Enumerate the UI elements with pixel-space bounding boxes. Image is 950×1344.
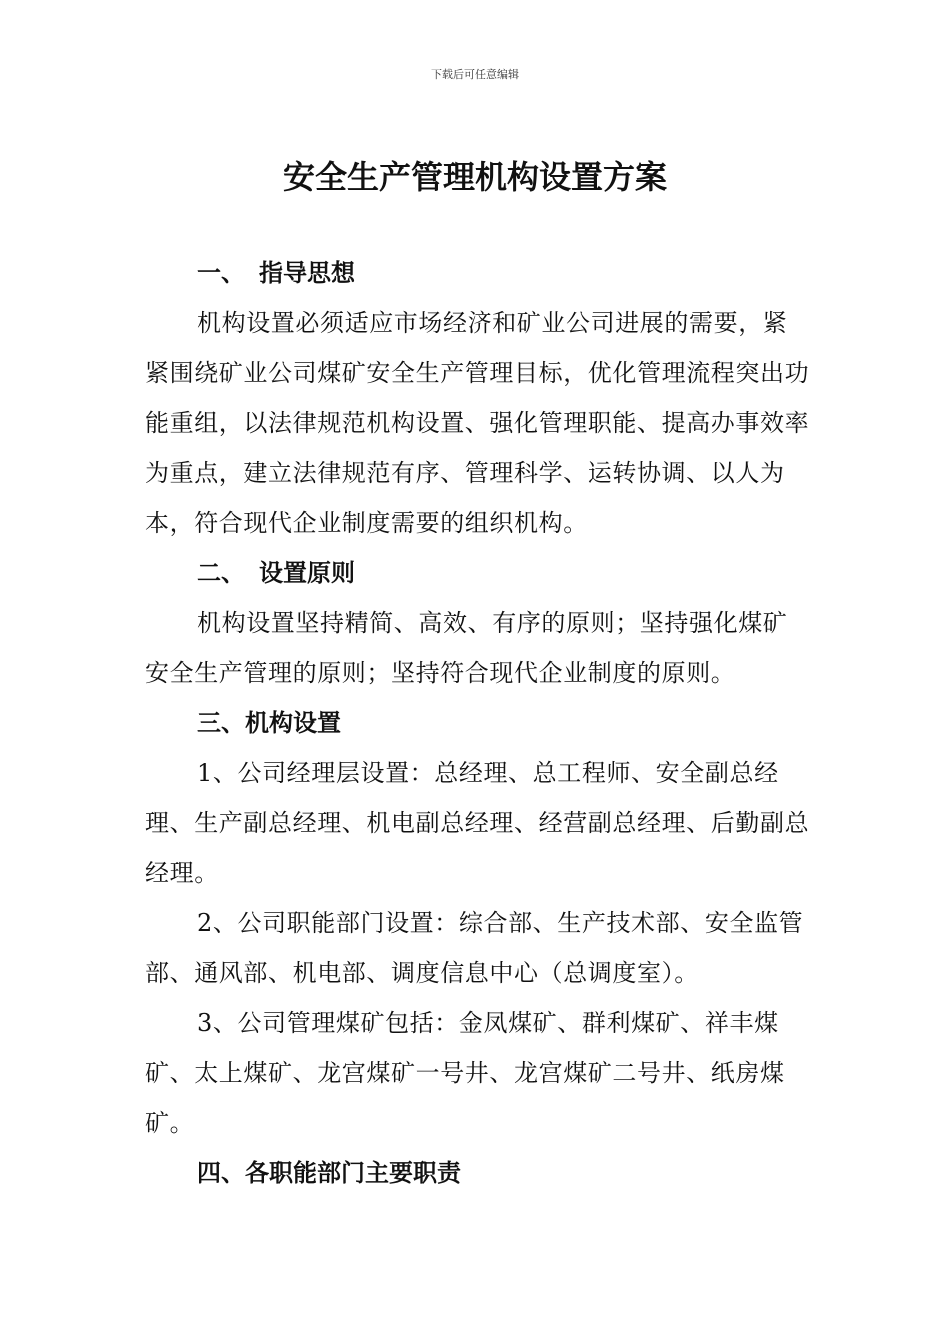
section-title-1: 指导思想 <box>259 258 355 287</box>
section-number-1: 一、 <box>197 258 245 287</box>
section-heading-3 <box>145 698 810 748</box>
section-heading-1 <box>145 248 810 298</box>
section-heading-2 <box>145 548 810 598</box>
section-3-paragraph-2: 2、公司职能部门设置：综合部、生产技术部、安全监管部、通风部、机电部、调度信息中心（总调度室）。 <box>145 909 804 987</box>
section-title-4: 各职能部门主要职责 <box>245 1158 461 1187</box>
section-3-paragraph-1: 1、公司经理层设置：总经理、总工程师、安全副总经理、生产副总经理、机电副总经理、经营副总经理、后勤副总经理。 <box>145 759 810 887</box>
header-note: 下载后可任意编辑 <box>431 68 519 81</box>
section-title-3: 机构设置 <box>245 708 341 737</box>
section-1-paragraph-1: 机构设置必须适应市场经济和矿业公司进展的需要，紧紧围绕矿业公司煤矿安全生产管理目标，优化管理流程突出功能重组，以法律规范机构设置、强化管理职能、提高办事效率为重点，建立法律规范有序、管理科学、运转协调、以人为本，符合现代企业制度需要的组织机构。 <box>145 309 810 537</box>
section-heading-4 <box>145 1148 810 1198</box>
section-number-4: 四、 <box>197 1158 245 1187</box>
section-number-3: 三、 <box>197 708 245 737</box>
document-title: 安全生产管理机构设置方案 <box>282 158 667 196</box>
section-3-paragraph-3: 3、公司管理煤矿包括：金凤煤矿、群利煤矿、祥丰煤矿、太上煤矿、龙宫煤矿一号井、龙宫煤矿二号井、纸房煤矿。 <box>145 1009 785 1137</box>
section-title-2: 设置原则 <box>259 558 355 587</box>
section-number-2: 二、 <box>197 558 245 587</box>
document-body <box>145 248 810 1198</box>
section-2-paragraph-1: 机构设置坚持精简、高效、有序的原则；坚持强化煤矿安全生产管理的原则；坚持符合现代企业制度的原则。 <box>145 609 788 687</box>
